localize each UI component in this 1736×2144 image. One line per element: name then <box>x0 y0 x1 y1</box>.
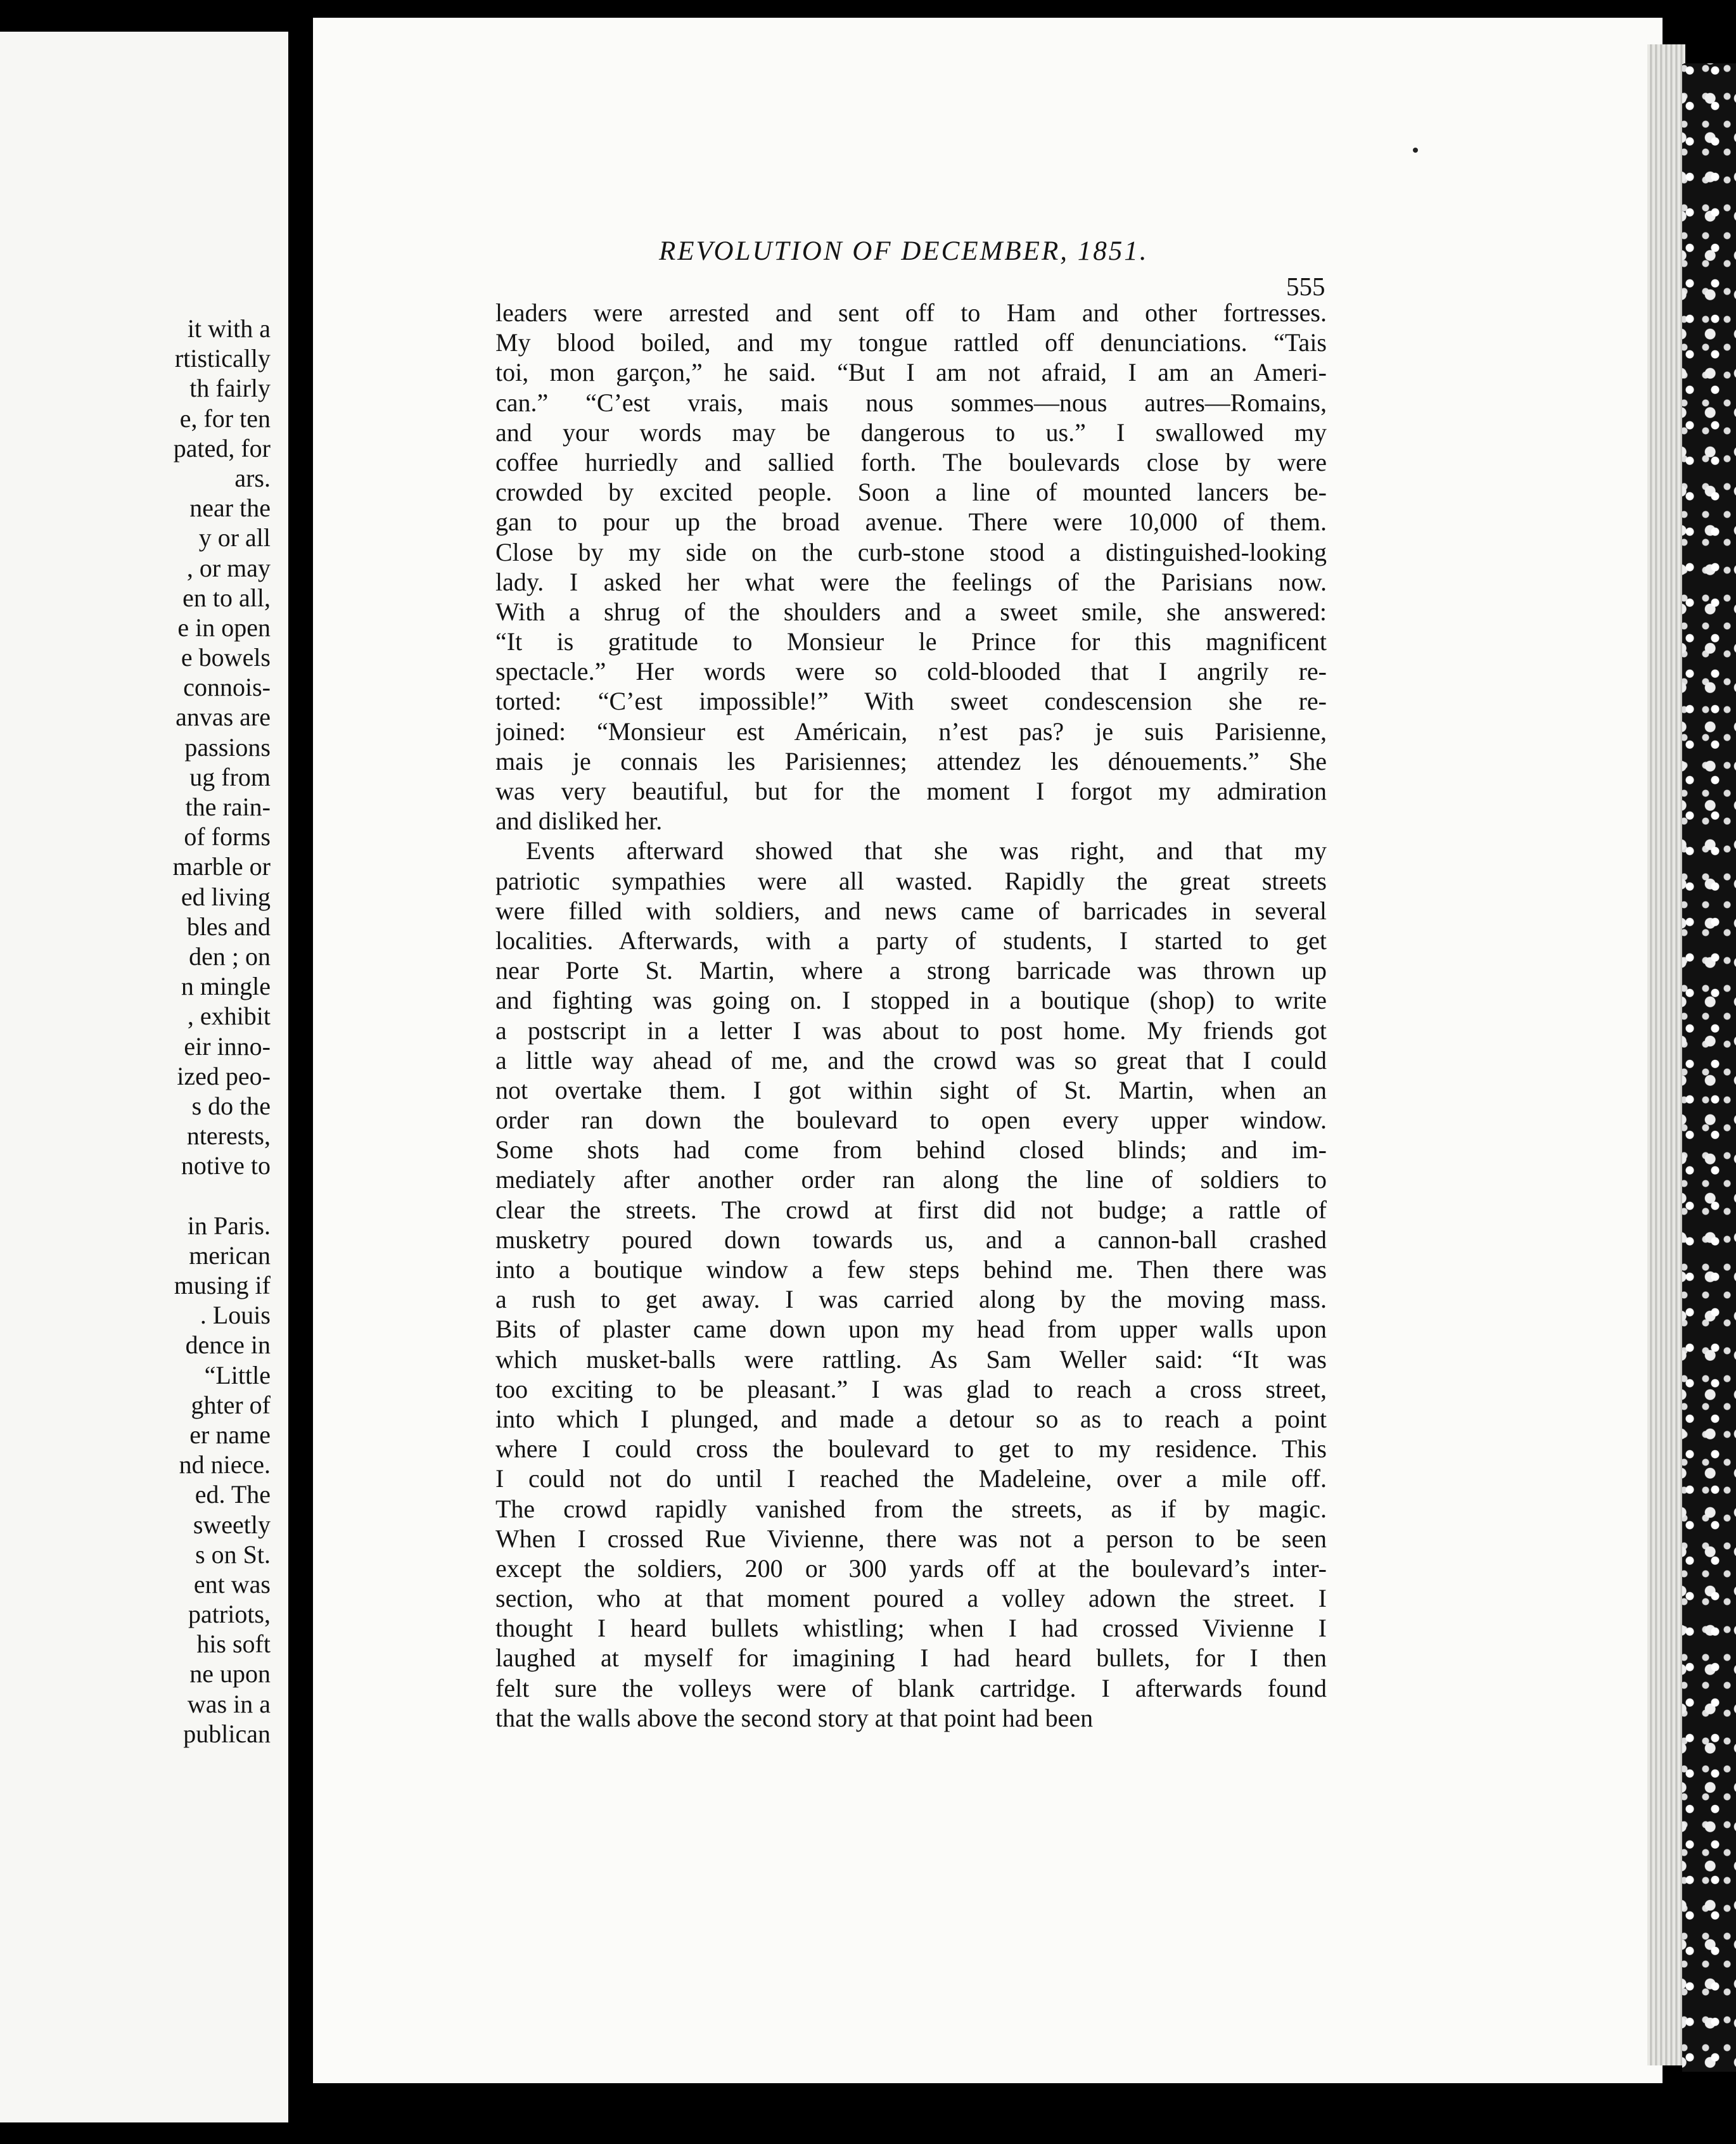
text-line: With a shrug of the shoulders and a sweet smile, she answered: <box>495 597 1327 626</box>
text-line: crowded by excited people. Soon a line of mounted lancers be- <box>495 478 1327 507</box>
left-page-line: near the <box>189 494 271 523</box>
text-line: and disliked her. <box>495 807 663 836</box>
text-line: toi, mon garçon,” he said. “But I am not afraid, I am an Ameri- <box>495 358 1327 387</box>
text-line: Bits of plaster came down upon my head from upper walls upon <box>495 1315 1327 1344</box>
left-page-line: th fairly <box>189 374 271 403</box>
text-line: leaders were arrested and sent off to Ham and other fortresses. <box>495 298 1327 327</box>
text-line: and your words may be dangerous to us.” I swallowed my <box>495 418 1327 447</box>
left-page-line: , or may <box>186 553 271 582</box>
text-line: mais je connais les Parisiennes; attendez les dénouements.” She <box>495 746 1327 775</box>
left-page-line: er name <box>189 1420 271 1449</box>
left-page-line: n mingle <box>181 972 271 1001</box>
text-line: not overtake them. I got within sight of St. Martin, when an <box>495 1075 1327 1104</box>
text-line: into a boutique window a few steps behind me. Then there was <box>495 1255 1327 1284</box>
left-page-line: publican <box>183 1719 271 1748</box>
body-text <box>495 298 1327 1733</box>
text-line: clear the streets. The crowd at first did not budge; a rattle of <box>495 1195 1327 1224</box>
left-page-line: marble or <box>172 852 271 881</box>
text-line: a rush to get away. I was carried along by the moving mass. <box>495 1285 1327 1314</box>
text-line: where I could cross the boulevard to get to my residence. This <box>495 1434 1327 1464</box>
left-page-line: eir inno- <box>184 1031 271 1061</box>
left-facing-page <box>0 32 288 2122</box>
text-line: Events afterward showed that she was right, and that my <box>526 836 1327 865</box>
page-number: 555 <box>1286 272 1325 301</box>
text-line: coffee hurriedly and sallied forth. The boulevards close by were <box>495 447 1327 476</box>
left-page-line: “Little <box>204 1360 271 1389</box>
text-line: a little way ahead of me, and the crowd was so great that I could <box>495 1045 1327 1075</box>
text-line: can.” “C’est vrais, mais nous sommes—nous autres—Romains, <box>495 388 1327 417</box>
left-page-line: it with a <box>187 314 271 343</box>
text-line: and fighting was going on. I stopped in a boutique (shop) to write <box>495 986 1327 1015</box>
left-page-line: e bowels <box>181 643 271 672</box>
text-line: spectacle.” Her words were so cold-blooded that I angrily re- <box>495 657 1327 686</box>
left-page-line: e in open <box>177 613 271 642</box>
left-page-line: the rain- <box>185 793 271 821</box>
text-line: I could not do until I reached the Madeleine, over a mile off. <box>495 1464 1327 1493</box>
left-page-line: his soft <box>196 1630 271 1659</box>
text-line: thought I heard bullets whistling; when I had crossed Vivienne I <box>495 1614 1327 1643</box>
left-page-line: ghter of <box>191 1390 271 1419</box>
text-line: except the soldiers, 200 or 300 yards off at the boulevard’s inter- <box>495 1554 1327 1583</box>
left-page-text-column <box>173 314 271 1749</box>
text-line: The crowd rapidly vanished from the streets, as if by magic. <box>495 1494 1327 1523</box>
text-line: section, who at that moment poured a volley adown the street. I <box>495 1584 1327 1613</box>
text-line: were filled with soldiers, and news came of barricades in several <box>495 896 1327 925</box>
running-head: REVOLUTION OF DECEMBER, 1851. <box>659 236 1149 266</box>
left-page-line: ed living <box>181 882 271 911</box>
left-page-line: passions <box>184 732 271 762</box>
left-page-line: musing if <box>174 1271 271 1299</box>
left-page-line: ent was <box>193 1569 271 1598</box>
text-line: “It is gratitude to Monsieur le Prince for this magnificent <box>495 627 1327 656</box>
left-page-line: ed. The <box>195 1480 271 1509</box>
text-line: into which I plunged, and made a detour so as to reach a point <box>495 1404 1327 1433</box>
left-page-line: was in a <box>187 1689 271 1718</box>
left-page-line: y or all <box>198 523 271 552</box>
left-page-line: en to all, <box>182 583 271 612</box>
left-page-line: patriots, <box>188 1600 271 1629</box>
left-page-line: , exhibit <box>187 1002 271 1031</box>
text-line: patriotic sympathies were all wasted. Rapidly the great streets <box>495 866 1327 895</box>
text-line: My blood boiled, and my tongue rattled off denunciations. “Tais <box>495 328 1327 357</box>
left-page-line: ars. <box>234 463 271 492</box>
left-page-line: ug from <box>189 762 271 791</box>
marbled-edge <box>1682 63 1736 2072</box>
text-line: lady. I asked her what were the feelings of the Parisians now. <box>495 567 1327 596</box>
left-page-line: ized peo- <box>177 1061 271 1090</box>
book-gutter <box>288 0 314 2144</box>
paragraph-1 <box>495 298 1327 836</box>
left-page-line: pated, for <box>173 433 271 463</box>
left-page-line: merican <box>189 1241 271 1270</box>
text-line: localities. Afterwards, with a party of students, I started to get <box>495 926 1327 955</box>
text-line: torted: “C’est impossible!” With sweet condescension she re- <box>495 687 1327 716</box>
text-line: Some shots had come from behind closed blinds; and im- <box>495 1135 1327 1165</box>
text-line: joined: “Monsieur est Américain, n’est pas? je suis Parisienne, <box>495 717 1327 746</box>
left-page-line: rtistically <box>174 344 271 373</box>
left-page-line: s do the <box>191 1091 271 1120</box>
left-page-line: . Louis <box>200 1301 271 1330</box>
left-page-line: dence in <box>185 1330 271 1360</box>
text-line: Close by my side on the curb-stone stood a distinguished-looking <box>495 537 1327 566</box>
left-page-line: notive to <box>181 1151 271 1180</box>
left-page-line: connois- <box>183 673 271 702</box>
left-page-line: e, for ten <box>179 404 271 433</box>
text-line: mediately after another order ran along the line of soldiers to <box>495 1165 1327 1194</box>
text-line: When I crossed Rue Vivienne, there was not a person to be seen <box>495 1524 1327 1553</box>
text-line: gan to pour up the broad avenue. There were 10,000 of them. <box>495 507 1327 537</box>
text-line: was very beautiful, but for the moment I forgot my admiration <box>495 777 1327 805</box>
text-line: musketry poured down towards us, and a cannon-ball crashed <box>495 1225 1327 1254</box>
text-line: order ran down the boulevard to open every upper window. <box>495 1106 1327 1135</box>
ink-speck <box>1413 148 1418 153</box>
left-page-line: den ; on <box>189 941 271 971</box>
left-page-line: ne upon <box>189 1659 271 1688</box>
left-page-line: nd niece. <box>179 1450 271 1479</box>
text-line: near Porte St. Martin, where a strong barricade was thrown up <box>495 956 1327 985</box>
text-line: a postscript in a letter I was about to post home. My friends got <box>495 1016 1327 1045</box>
text-line: too exciting to be pleasant.” I was glad to reach a cross street, <box>495 1374 1327 1403</box>
left-page-line: sweetly <box>193 1510 271 1539</box>
left-page-line: s on St. <box>195 1540 271 1569</box>
left-page-line: in Paris. <box>187 1211 271 1240</box>
left-page-line: of forms <box>184 822 271 852</box>
text-line: felt sure the volleys were of blank cartridge. I afterwards found <box>495 1673 1327 1702</box>
page-edges <box>1647 44 1685 2065</box>
paragraph-2 <box>495 836 1327 1733</box>
text-line: that the walls above the second story at that point had been <box>495 1703 1094 1732</box>
left-page-line: nterests, <box>186 1121 271 1151</box>
left-page-line: anvas are <box>176 703 271 732</box>
text-line: which musket-balls were rattling. As Sam Weller said: “It was <box>495 1344 1327 1374</box>
left-page-line <box>173 1180 271 1210</box>
left-page-line: bles and <box>186 912 271 941</box>
text-line: laughed at myself for imagining I had heard bullets, for I then <box>495 1643 1327 1673</box>
